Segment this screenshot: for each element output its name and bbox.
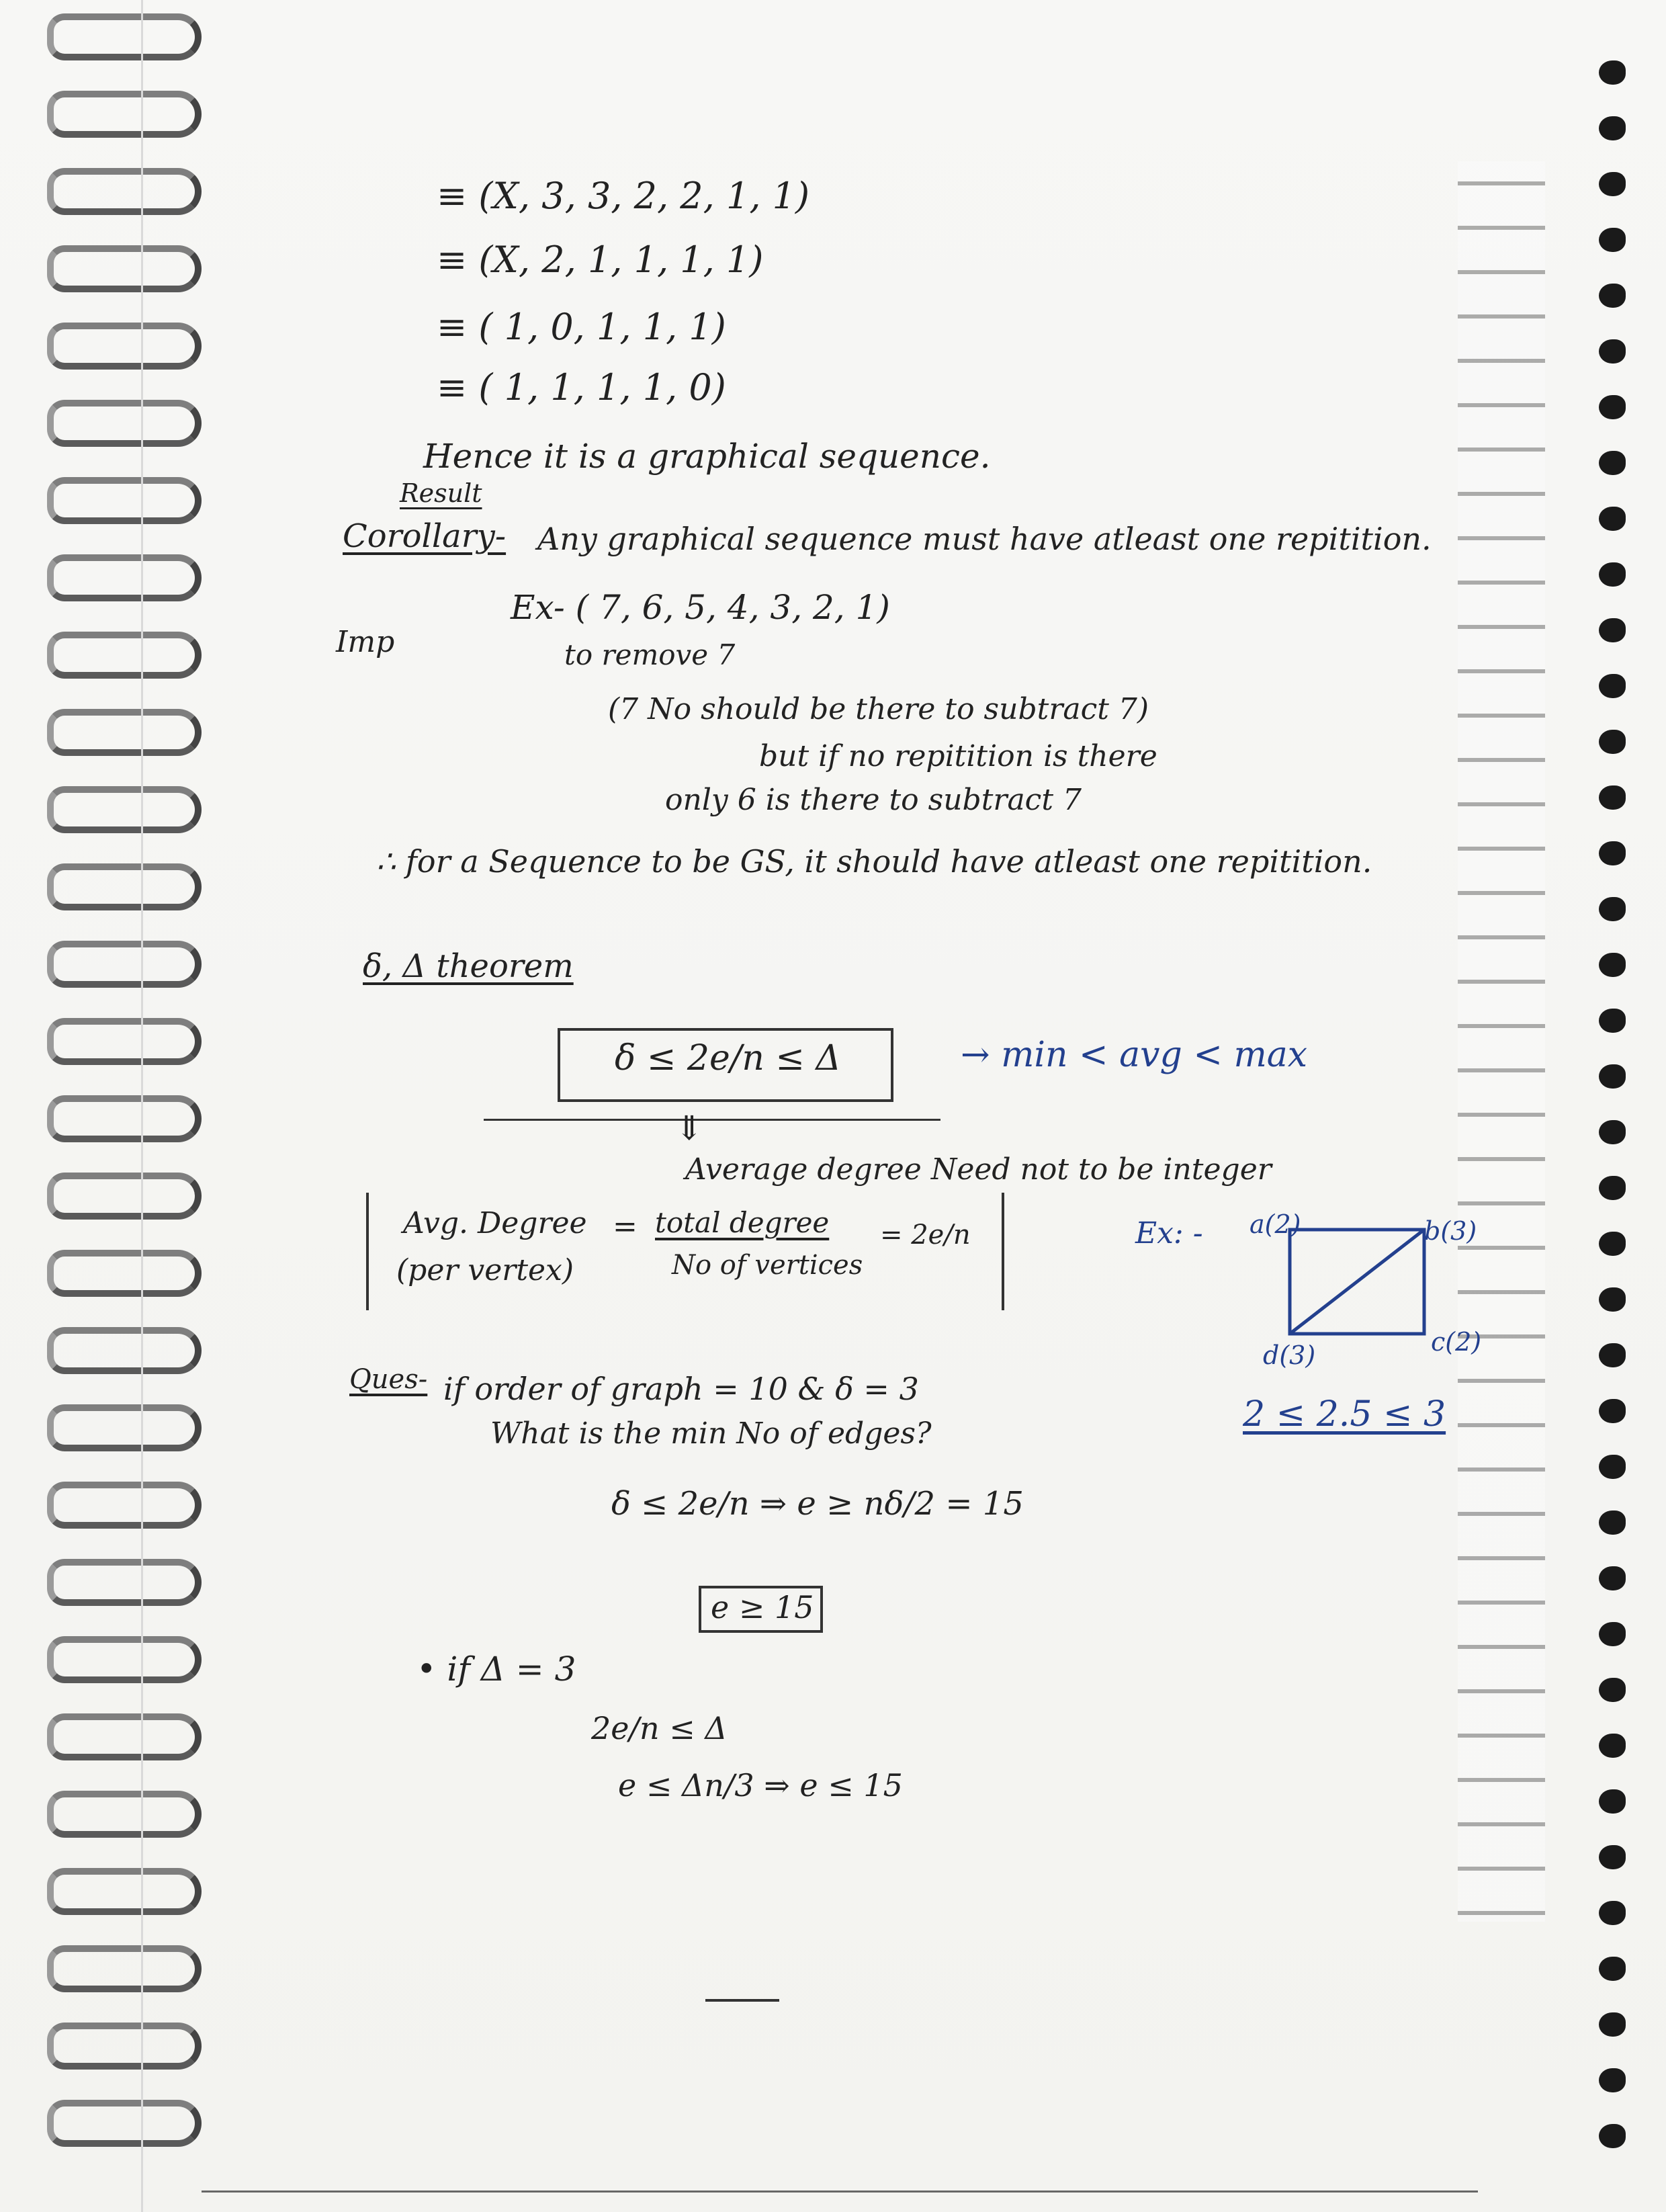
spiral-ring xyxy=(47,477,202,524)
vertex-a-label: a(2) xyxy=(1250,1209,1301,1239)
binder-hole xyxy=(1599,785,1626,810)
binder-hole xyxy=(1599,2012,1626,2037)
hence-line: Hence it is a graphical sequence. xyxy=(423,437,991,476)
margin-line xyxy=(141,0,143,2212)
spiral-binding xyxy=(20,0,222,2212)
binder-hole xyxy=(1599,172,1626,196)
spiral-ring xyxy=(47,1945,202,1992)
theorem-formula: δ ≤ 2e/n ≤ Δ xyxy=(615,1038,841,1078)
sequence-step-1: ≡ (X, 3, 3, 2, 2, 1, 1) xyxy=(437,175,810,217)
binder-hole xyxy=(1599,1566,1626,1590)
binder-hole xyxy=(1599,897,1626,921)
solution-box-text: e ≥ 15 xyxy=(711,1589,814,1625)
binder-hole xyxy=(1599,2124,1626,2148)
avg-note: Average degree Need not to be integer xyxy=(685,1152,1272,1187)
spiral-ring xyxy=(47,1173,202,1220)
binder-hole xyxy=(1599,1232,1626,1256)
graph-inequality: 2 ≤ 2.5 ≤ 3 xyxy=(1243,1394,1446,1435)
vertex-c-label: c(2) xyxy=(1431,1327,1482,1357)
corollary-text: Any graphical sequence must have atleast one repitition. xyxy=(537,521,1432,557)
perforation-strip xyxy=(1458,161,1545,1922)
avg-def-left-2: (per vertex) xyxy=(396,1253,574,1287)
spiral-ring xyxy=(47,554,202,601)
spiral-ring xyxy=(47,168,202,215)
spiral-ring xyxy=(47,13,202,60)
conclusion: ∴ for a Sequence to be GS, it should have atleast one repitition. xyxy=(376,843,1372,880)
binder-hole xyxy=(1599,1120,1626,1144)
binder-hole xyxy=(1599,1678,1626,1702)
reason-1: (7 No should be there to subtract 7) xyxy=(608,692,1149,726)
binder-hole xyxy=(1599,507,1626,531)
binder-hole xyxy=(1599,60,1626,85)
spiral-ring xyxy=(47,1791,202,1838)
spiral-ring xyxy=(47,91,202,138)
vertex-b-label: b(3) xyxy=(1424,1216,1477,1246)
vertex-d-label: d(3) xyxy=(1263,1341,1316,1370)
corollary-label: Corollary- xyxy=(343,517,507,555)
spiral-ring xyxy=(47,1636,202,1683)
binder-hole xyxy=(1599,451,1626,475)
to-remove: to remove 7 xyxy=(564,638,736,671)
binder-hole xyxy=(1599,339,1626,364)
sol2-line-1: 2e/n ≤ Δ xyxy=(591,1710,728,1746)
binder-hole xyxy=(1599,562,1626,587)
ques-label: Ques- xyxy=(349,1364,428,1395)
theorem-underline xyxy=(484,1119,940,1121)
spiral-ring xyxy=(47,245,202,292)
spiral-ring xyxy=(47,1250,202,1297)
reason-3: only 6 is there to subtract 7 xyxy=(665,783,1082,817)
binder-hole xyxy=(1599,618,1626,642)
theorem-meaning: → min < avg < max xyxy=(961,1035,1308,1075)
spiral-ring xyxy=(47,1404,202,1451)
theorem-title: δ, Δ theorem xyxy=(363,947,574,985)
binder-hole xyxy=(1599,1287,1626,1312)
spiral-ring xyxy=(47,1482,202,1529)
binder-hole xyxy=(1599,1343,1626,1367)
solution-1: δ ≤ 2e/n ⇒ e ≥ nδ/2 = 15 xyxy=(611,1485,1024,1523)
binder-hole xyxy=(1599,228,1626,252)
example2-label: Ex: - xyxy=(1135,1216,1203,1250)
spiral-ring xyxy=(47,1018,202,1065)
binder-hole xyxy=(1599,674,1626,698)
binder-hole xyxy=(1599,2068,1626,2092)
binder-hole xyxy=(1599,1957,1626,1981)
binder-hole xyxy=(1599,1789,1626,1814)
if-delta: • if Δ = 3 xyxy=(416,1650,576,1689)
spiral-ring xyxy=(47,400,202,447)
spiral-ring xyxy=(47,1327,202,1374)
margin-note: Imp xyxy=(336,625,395,659)
bottom-line xyxy=(202,2190,1478,2193)
binder-hole xyxy=(1599,395,1626,419)
avg-def-right: = 2e/n xyxy=(880,1220,971,1250)
binder-hole xyxy=(1599,953,1626,977)
reason-2: but if no repitition is there xyxy=(759,739,1157,773)
binder-hole xyxy=(1599,1845,1626,1869)
binder-hole xyxy=(1599,1511,1626,1535)
ques-line-1: if order of graph = 10 & δ = 3 xyxy=(443,1371,919,1407)
binder-hole xyxy=(1599,1734,1626,1758)
avg-def-den: No of vertices xyxy=(672,1250,863,1281)
spiral-ring xyxy=(47,709,202,756)
binder-hole xyxy=(1599,116,1626,140)
spiral-ring xyxy=(47,786,202,833)
result-label: Result xyxy=(400,478,482,508)
binder-hole xyxy=(1599,1622,1626,1646)
spiral-ring xyxy=(47,941,202,988)
binder-hole xyxy=(1599,730,1626,754)
binder-hole xyxy=(1599,1064,1626,1089)
spiral-ring xyxy=(47,2100,202,2147)
avg-def-num: total degree xyxy=(655,1206,830,1239)
binder-hole xyxy=(1599,841,1626,865)
binder-hole xyxy=(1599,1901,1626,1925)
binder-hole xyxy=(1599,1399,1626,1423)
spiral-ring xyxy=(47,1095,202,1142)
binder-hole xyxy=(1599,284,1626,308)
sequence-step-2: ≡ (X, 2, 1, 1, 1, 1) xyxy=(437,239,764,281)
arrow-down-icon: ⇓ xyxy=(675,1109,703,1148)
spiral-ring xyxy=(47,1713,202,1760)
binder-hole xyxy=(1599,1009,1626,1033)
spiral-ring xyxy=(47,323,202,370)
spiral-ring xyxy=(47,863,202,910)
spiral-ring xyxy=(47,632,202,679)
ques-line-2: What is the min No of edges? xyxy=(490,1416,932,1451)
spiral-ring xyxy=(47,2023,202,2070)
binder-hole xyxy=(1599,1455,1626,1479)
avg-def-eq: = xyxy=(613,1209,638,1244)
spiral-ring xyxy=(47,1868,202,1915)
spiral-ring xyxy=(47,1559,202,1606)
avg-def-left-1: Avg. Degree xyxy=(403,1206,587,1240)
sol2-line-2: e ≤ Δn/3 ⇒ e ≤ 15 xyxy=(618,1767,903,1803)
binder-hole xyxy=(1599,1176,1626,1200)
sequence-step-4: ≡ ( 1, 1, 1, 1, 0) xyxy=(437,366,726,409)
example-line: Ex- ( 7, 6, 5, 4, 3, 2, 1) xyxy=(511,588,890,627)
stray-dash xyxy=(705,1999,779,2002)
sequence-step-3: ≡ ( 1, 0, 1, 1, 1) xyxy=(437,306,726,348)
perforated-edge xyxy=(1377,0,1666,2212)
